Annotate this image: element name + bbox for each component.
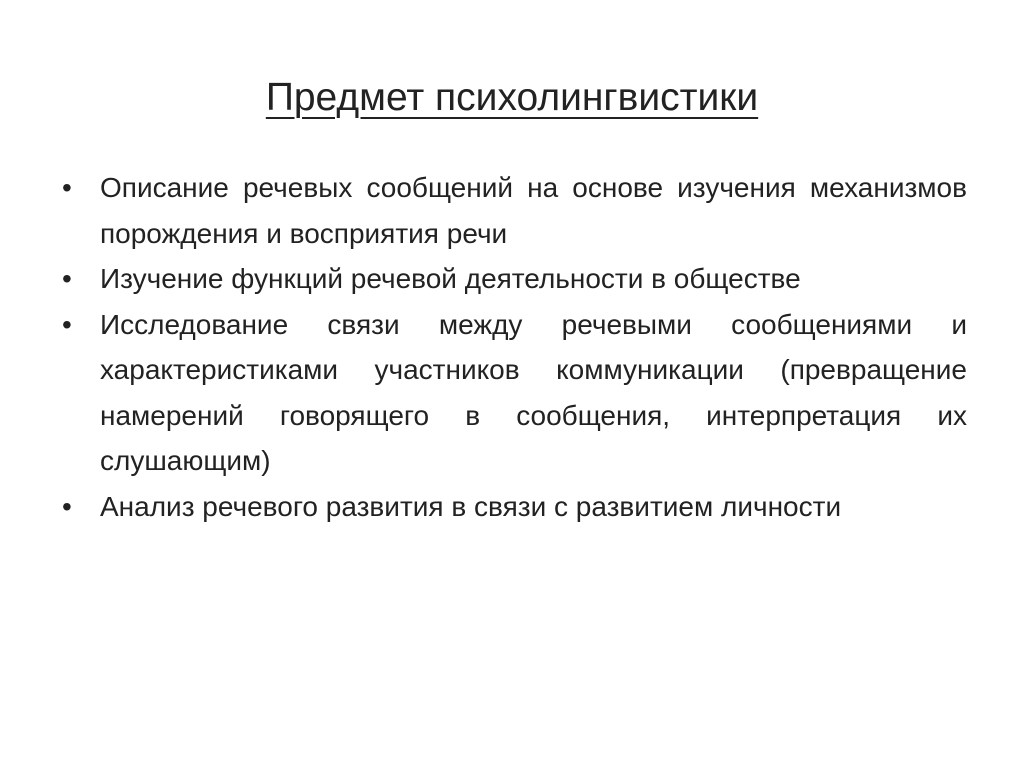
bullet-text: Исследование связи между речевыми сообщениями и характеристиками участников коммуникации (превращение намерений говорящего в сообщения, интерпретация их слушающим): [100, 308, 967, 476]
bullet-icon: •: [62, 263, 72, 294]
bullet-icon: •: [62, 490, 72, 522]
slide-title: [0, 68, 1024, 128]
bullet-text: Анализ речевого развития в связи с развитием личности: [100, 490, 842, 522]
bullet-text: Изучение функций речевой деятельности в обществе: [100, 263, 801, 294]
bullet-item: [62, 256, 967, 302]
bullet-item: [62, 302, 967, 484]
bullet-icon: •: [62, 308, 72, 340]
bullet-item: [62, 165, 967, 256]
bullet-list: [62, 165, 967, 529]
bullet-item: [62, 484, 967, 530]
bullet-icon: •: [62, 172, 72, 203]
bullet-text: Описание речевых сообщений на основе изучения механизмов порождения и восприятия речи: [100, 172, 967, 249]
slide-title-text: Предмет психолингвистики: [265, 76, 759, 119]
